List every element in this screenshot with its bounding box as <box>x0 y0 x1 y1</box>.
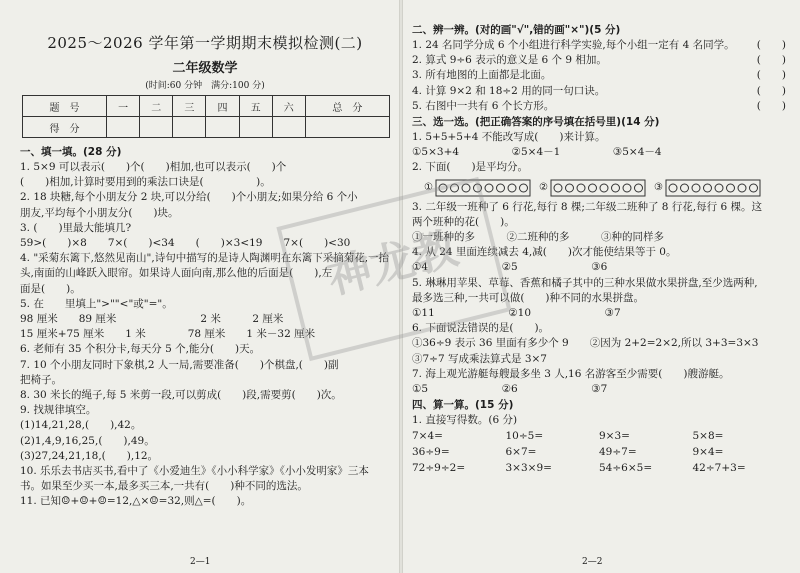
answer-blank[interactable]: ( ) <box>756 39 786 51</box>
score-header-cell: 题 号 <box>23 96 107 117</box>
score-cell[interactable] <box>107 117 140 138</box>
exam-title: 2025～2026 学年第一学期期末模拟检测(二) <box>47 34 363 52</box>
choose-line: 最多选三种,一共可以做( )种不同的水果拼盘。 <box>412 291 645 304</box>
question-line: 98 厘米 89 厘米 2 米 2 厘米 <box>20 313 284 326</box>
answer-blank[interactable]: ( ) <box>756 99 786 112</box>
calc-item[interactable]: 3×3×9= <box>505 462 552 475</box>
choose-line: ①11 ②10 ③7 <box>412 307 621 320</box>
score-cell[interactable] <box>140 117 173 138</box>
question-line: 朋友,平均每个小朋友分( )块。 <box>20 206 179 219</box>
calc-item[interactable]: 9×4= <box>692 446 724 459</box>
picture-option <box>654 179 761 197</box>
choose-line: 3. 二年级一班种了 6 行花,每行 8 棵;二年级二班种了 8 行花,每行 6 棵。这 <box>412 200 762 213</box>
judge-questions <box>412 38 786 114</box>
choose-line: 4. 从 24 里面连续减去 4,减( )次才能使结果等于 0。 <box>412 246 677 259</box>
score-header-cell: 一 <box>107 96 140 117</box>
judge-item <box>412 38 786 53</box>
question-line: 10. 乐乐去书店买书,看中了《小爱迪生》《小小科学家》《小小发明家》三本 <box>20 465 369 478</box>
section-4-heading: 四、算一算。(15 分) <box>412 399 514 412</box>
score-header-cell: 二 <box>140 96 173 117</box>
score-row-label: 得 分 <box>23 117 107 138</box>
question-line: 头,南面的山峰跃入眼帘。如果诗人面向南,那么他的后面是( ),左 <box>20 267 333 280</box>
choose-line: ①36÷9 表示 36 里面有多少个 9 ②因为 2+2=2×2,所以 3+3=3×3 <box>412 337 759 350</box>
answer-blank[interactable]: ( ) <box>756 54 786 67</box>
calc-item[interactable]: 49÷7= <box>599 446 637 459</box>
question-line: 7. 10 个小朋友同时下象棋,2 人一局,需要准备( )个棋盘,( )副 <box>20 358 339 371</box>
calc-row <box>412 444 786 460</box>
calc-row <box>412 460 786 476</box>
score-cell[interactable] <box>239 117 272 138</box>
answer-blank[interactable]: ( ) <box>756 69 786 82</box>
grouped-objects-icon <box>550 179 646 197</box>
picture-option <box>539 179 646 197</box>
score-table <box>22 95 390 138</box>
average-pictures <box>424 179 786 197</box>
calc-title: 1. 直接写得数。(6 分) <box>412 414 518 427</box>
question-line: 6. 老师有 35 个积分卡,每天分 5 个,能分( )天。 <box>20 343 261 356</box>
question-line: 8. 30 米长的绳子,每 5 米剪一段,可以剪成( )段,需要剪( )次。 <box>20 389 342 402</box>
choose-line: ③7÷7 写成乘法算式是 3×7 <box>412 352 547 365</box>
choose-line: 5. 琳琳用苹果、草莓、香蕉和橘子其中的三种水果做水果拼盘,至少选两种, <box>412 276 758 289</box>
calc-item[interactable]: 9×3= <box>599 430 630 443</box>
judge-item <box>412 53 786 68</box>
page-number-right: 2—2 <box>582 557 603 567</box>
score-cell[interactable] <box>206 117 239 138</box>
calc-item[interactable]: 54÷6×5= <box>599 462 653 475</box>
choose-line: 6. 下面说法错误的是( )。 <box>412 322 550 335</box>
choose-line: ①一班种的多 ②二班种的多 ③种的同样多 <box>412 231 664 244</box>
score-cell[interactable] <box>173 117 206 138</box>
choose-line: 7. 海上观光游艇每艘最多坐 3 人,16 名游客至少需要( )艘游艇。 <box>412 367 730 380</box>
question-line: 59>( )×8 7×( )<34 ( )×3<19 7×( )<30 <box>20 237 351 250</box>
question-line: 4. "采菊东篱下,悠然见南山",诗句中描写的是诗人陶渊明在东篱下采摘菊花,一抬 <box>20 252 390 265</box>
section-1-questions <box>20 160 390 510</box>
judge-item <box>412 68 786 83</box>
time-info: (时间:60 分钟 满分:100 分) <box>145 81 265 91</box>
judge-text: 3. 所有地图的上面都是北面。 <box>412 69 552 82</box>
calc-grid <box>412 428 786 476</box>
question-line: 5. 在 里填上">""<"或"="。 <box>20 297 173 310</box>
score-header-cell: 六 <box>272 96 305 117</box>
choose-line: 1. 5+5+5+4 不能改写成( )来计算。 <box>412 131 606 144</box>
judge-text: 5. 右图中一共有 6 个长方形。 <box>412 99 555 112</box>
score-cell[interactable] <box>272 117 305 138</box>
judge-item <box>412 99 786 114</box>
calc-item[interactable]: 36÷9= <box>412 446 450 459</box>
picture-option <box>424 179 531 197</box>
answer-blank[interactable]: ( ) <box>756 84 786 97</box>
option-label: ① <box>424 182 433 194</box>
question-line: (1)14,21,28,( ),42。 <box>20 419 142 432</box>
question-line: ( )相加,计算时要用到的乘法口诀是( )。 <box>20 176 271 189</box>
score-header-cell: 五 <box>239 96 272 117</box>
option-label: ② <box>538 182 548 194</box>
calc-item[interactable]: 5×8= <box>692 430 724 443</box>
choose-line: ①5×3+4 ②5×4－1 ③5×4－4 <box>412 146 662 159</box>
choose-line: ①5 ②6 ③7 <box>412 383 608 396</box>
calc-item[interactable]: 42÷7+3= <box>692 462 746 475</box>
choose-line: 2. 下面( )是平均分。 <box>412 161 529 174</box>
score-header-cell: 三 <box>173 96 206 117</box>
calc-item[interactable]: 10÷5= <box>505 430 544 443</box>
judge-text: 2. 算式 9÷6 表示的意义是 6 个 9 相加。 <box>412 54 607 67</box>
judge-item <box>412 84 786 99</box>
score-header-cell: 四 <box>206 96 239 117</box>
grouped-objects-icon <box>665 179 761 197</box>
question-line: 2. 18 块糖,每个小朋友分 2 块,可以分给( )个小朋友;如果分给 6 个小 <box>20 191 358 204</box>
exam-subject: 二年级数学 <box>172 61 238 76</box>
calc-item[interactable]: 6×7= <box>505 446 537 459</box>
section-3-heading: 三、选一选。(把正确答案的序号填在括号里)(14 分) <box>412 116 660 129</box>
question-line: (2)1,4,9,16,25,( ),49。 <box>20 434 155 447</box>
calc-item[interactable]: 72÷9÷2= <box>412 462 466 475</box>
score-cell[interactable] <box>305 117 389 138</box>
question-line: 把椅子。 <box>20 373 62 386</box>
choose-line: ①4 ②5 ③6 <box>412 261 608 274</box>
grouped-objects-icon <box>435 179 531 197</box>
watermark-stamp: 神龙教 <box>276 177 511 361</box>
question-line: 书。如果至少买一本,最多买三本,一共有( )种不同的选法。 <box>20 480 308 493</box>
question-line: 11. 已知☺+☺+☺=12,△×☺=32,则△=( )。 <box>20 495 252 508</box>
judge-text: 4. 计算 9×2 和 18÷2 用的同一句口诀。 <box>412 84 606 97</box>
question-line: 9. 找规律填空。 <box>20 404 97 417</box>
question-line: (3)27,24,21,18,( ),12。 <box>20 449 159 462</box>
question-line: 1. 5×9 可以表示( )个( )相加,也可以表示( )个 <box>20 161 287 173</box>
option-label: ③ <box>653 182 663 194</box>
choose-line: 两个班种的花( )。 <box>412 215 515 228</box>
judge-text: 1. 24 名同学分成 6 个小组进行科学实验,每个小组一定有 4 名同学。 <box>412 39 735 51</box>
calc-row <box>412 428 786 444</box>
section-1-heading: 一、填一填。(28 分) <box>20 146 122 158</box>
question-line: 15 厘米+75 厘米 1 米 78 厘米 1 米－32 厘米 <box>20 328 316 341</box>
score-header-cell: 总 分 <box>305 96 389 117</box>
choose-questions <box>412 130 786 397</box>
page-number-left: 2—1 <box>190 557 211 567</box>
question-line: 3. ( )里最大能填几? <box>20 221 132 234</box>
question-line: 面是( )。 <box>20 282 81 295</box>
section-2-heading: 二、辨一辨。(对的画"√",错的画"×")(5 分) <box>412 24 621 36</box>
right-page <box>402 0 800 573</box>
calc-item[interactable]: 7×4= <box>412 430 443 443</box>
